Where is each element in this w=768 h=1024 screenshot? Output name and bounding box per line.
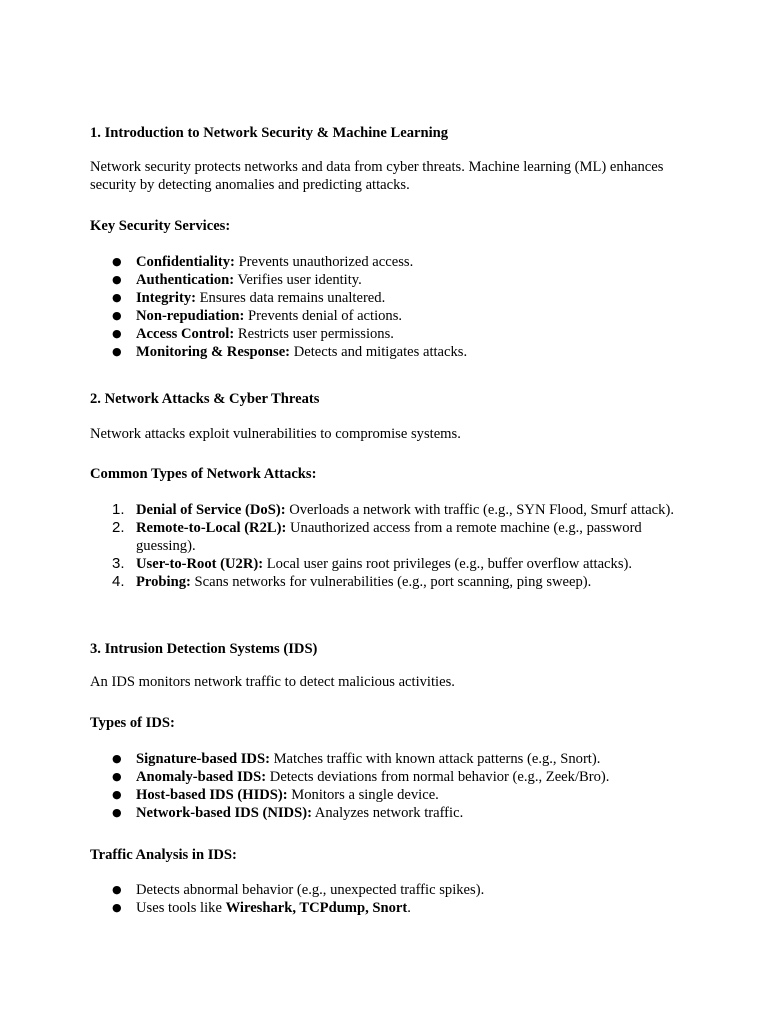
traffic-analysis-subheading: Traffic Analysis in IDS: [90, 847, 237, 863]
bullet-icon: ● [112, 901, 122, 914]
list-item: 1. Denial of Service (DoS): Overloads a network with traffic (e.g., SYN Flood, Smurf attack). [112, 501, 674, 518]
ids-types-list [90, 750, 690, 822]
bullet-icon: ● [112, 291, 122, 304]
bullet-icon: ● [112, 327, 122, 340]
key-services-subheading: Key Security Services: [90, 218, 231, 234]
list-item: ● Anomaly-based IDS: Detects deviations from normal behavior (e.g., Zeek/Bro). [112, 769, 610, 785]
list-item: ● Access Control: Restricts user permissions. [112, 326, 394, 342]
section-2-paragraph: Network attacks exploit vulnerabilities to compromise systems. [90, 426, 461, 442]
bullet-icon: ● [112, 345, 122, 358]
list-number: 2. [112, 519, 125, 536]
list-number: 3. [112, 555, 125, 572]
list-item: ● Uses tools like Wireshark, TCPdump, Snort. [112, 900, 411, 916]
list-item: ● Non-repudiation: Prevents denial of actions. [112, 308, 403, 324]
bullet-icon: ● [112, 770, 122, 783]
bullet-icon: ● [112, 788, 122, 801]
bullet-icon: ● [112, 806, 122, 819]
list-item: ● Authentication: Verifies user identity. [112, 272, 362, 288]
traffic-analysis-list [90, 881, 690, 917]
list-number: 1. [112, 501, 125, 518]
list-item: ● Detects abnormal behavior (e.g., unexpected traffic spikes). [112, 882, 485, 898]
section-3-heading: 3. Intrusion Detection Systems (IDS) [90, 641, 318, 657]
list-item: ● Signature-based IDS: Matches traffic with known attack patterns (e.g., Snort). [112, 751, 601, 767]
section-3-paragraph: An IDS monitors network traffic to detect malicious activities. [90, 674, 455, 690]
list-item: 4. Probing: Scans networks for vulnerabilities (e.g., port scanning, ping sweep). [112, 573, 592, 590]
list-item: ● Confidentiality: Prevents unauthorized access. [112, 254, 414, 270]
section-1-heading: 1. Introduction to Network Security & Machine Learning [90, 125, 449, 141]
bullet-icon: ● [112, 255, 122, 268]
list-item: ● Integrity: Ensures data remains unaltered. [112, 290, 386, 306]
bullet-icon: ● [112, 883, 122, 896]
list-item: 3. User-to-Root (U2R): Local user gains root privileges (e.g., buffer overflow attacks). [112, 555, 633, 572]
bullet-icon: ● [112, 273, 122, 286]
list-item: ● Network-based IDS (NIDS): Analyzes network traffic. [112, 805, 464, 821]
section-2-heading: 2. Network Attacks & Cyber Threats [90, 391, 320, 407]
bullet-icon: ● [112, 752, 122, 765]
key-services-list [90, 253, 690, 361]
list-item: ● Monitoring & Response: Detects and mitigates attacks. [112, 344, 468, 360]
list-item: 2. Remote-to-Local (R2L): Unauthorized access from a remote machine (e.g., password guessing). [112, 519, 642, 554]
bullet-icon: ● [112, 309, 122, 322]
attack-types-subheading: Common Types of Network Attacks: [90, 466, 317, 482]
ids-types-subheading: Types of IDS: [90, 715, 175, 731]
list-item: ● Host-based IDS (HIDS): Monitors a single device. [112, 787, 439, 803]
section-1-paragraph: Network security protects networks and data from cyber threats. Machine learning (ML) enhances security by detecting anomalies and predicting attacks. [90, 159, 664, 193]
attack-types-list [90, 501, 690, 591]
list-number: 4. [112, 573, 125, 590]
